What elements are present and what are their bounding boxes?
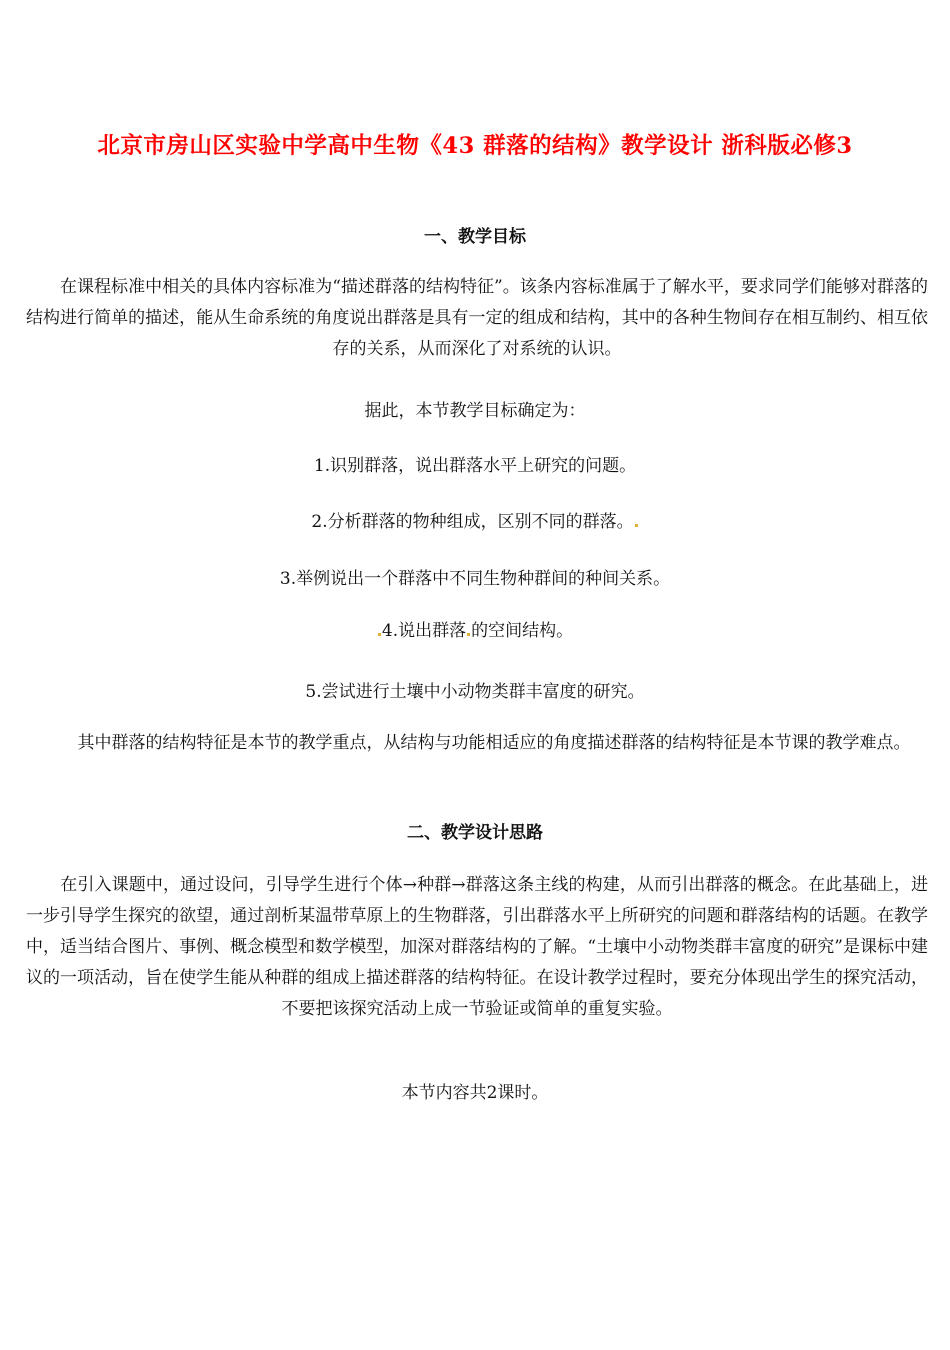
goal-item-4: [0, 616, 950, 641]
goal-item-4-text-b: 的空间结构。: [471, 621, 574, 641]
marker-dot: [635, 524, 638, 527]
goals-intro-paragraph: 在课程标准中相关的具体内容标准为“描述群落的结构特征”。该条内容标准属于了解水平，要求同学们能够对群落的结构进行简单的描述，能从生命系统的角度说出群落是具有一定的组成和结构，其中的各种生物间存在相互制约、相互依存的关系，从而深化了对系统的认识。: [26, 277, 928, 359]
marker-dot: [378, 633, 381, 636]
document-title: 北京市房山区实验中学高中生物《43 群落的结构》教学设计 浙科版必修3: [97, 133, 853, 159]
marker-dot: [467, 633, 470, 636]
section-heading-goals: 一、教学目标: [424, 227, 526, 247]
goal-item-4-text-a: 4.说出群落: [381, 621, 467, 641]
goal-item-3: 3.举例说出一个群落中不同生物种群间的种间关系。: [279, 569, 671, 589]
section-heading-design: 二、教学设计思路: [407, 823, 543, 843]
goal-item-5: 5.尝试进行土壤中小动物类群丰富度的研究。: [305, 682, 645, 702]
goal-item-2: [0, 507, 950, 532]
goal-item-2-text: 2.分析群落的物种组成，区别不同的群落。: [311, 512, 634, 532]
goal-item-1: 1.识别群落，说出群落水平上研究的问题。: [313, 456, 637, 476]
focus-paragraph: 其中群落的结构特征是本节的教学重点，从结构与功能相适应的角度描述群落的结构特征是本节课的教学难点。: [43, 733, 911, 753]
design-paragraph: 在引入课题中，通过设问，引导学生进行个体→种群→群落这条主线的构建，从而引出群落的概念。在此基础上，进一步引导学生探究的欲望，通过剖析某温带草原上的生物群落，引出群落水平上所研究的问题和群落结构的话题。在教学中，适当结合图片、事例、概念模型和数学模型，加深对群落结构的了解。“土壤中小动物类群丰富度的研究”是课标中建议的一项活动，旨在使学生能从种群的组成上描述群落的结构特征。在设计教学过程时，要充分体现出学生的探究活动，不要把该探究活动上成一节验证或简单的重复实验。: [26, 875, 928, 1019]
class-hours-line: 本节内容共2课时。: [401, 1083, 549, 1103]
goals-lead-line: 据此，本节教学目标确定为：: [364, 401, 586, 421]
